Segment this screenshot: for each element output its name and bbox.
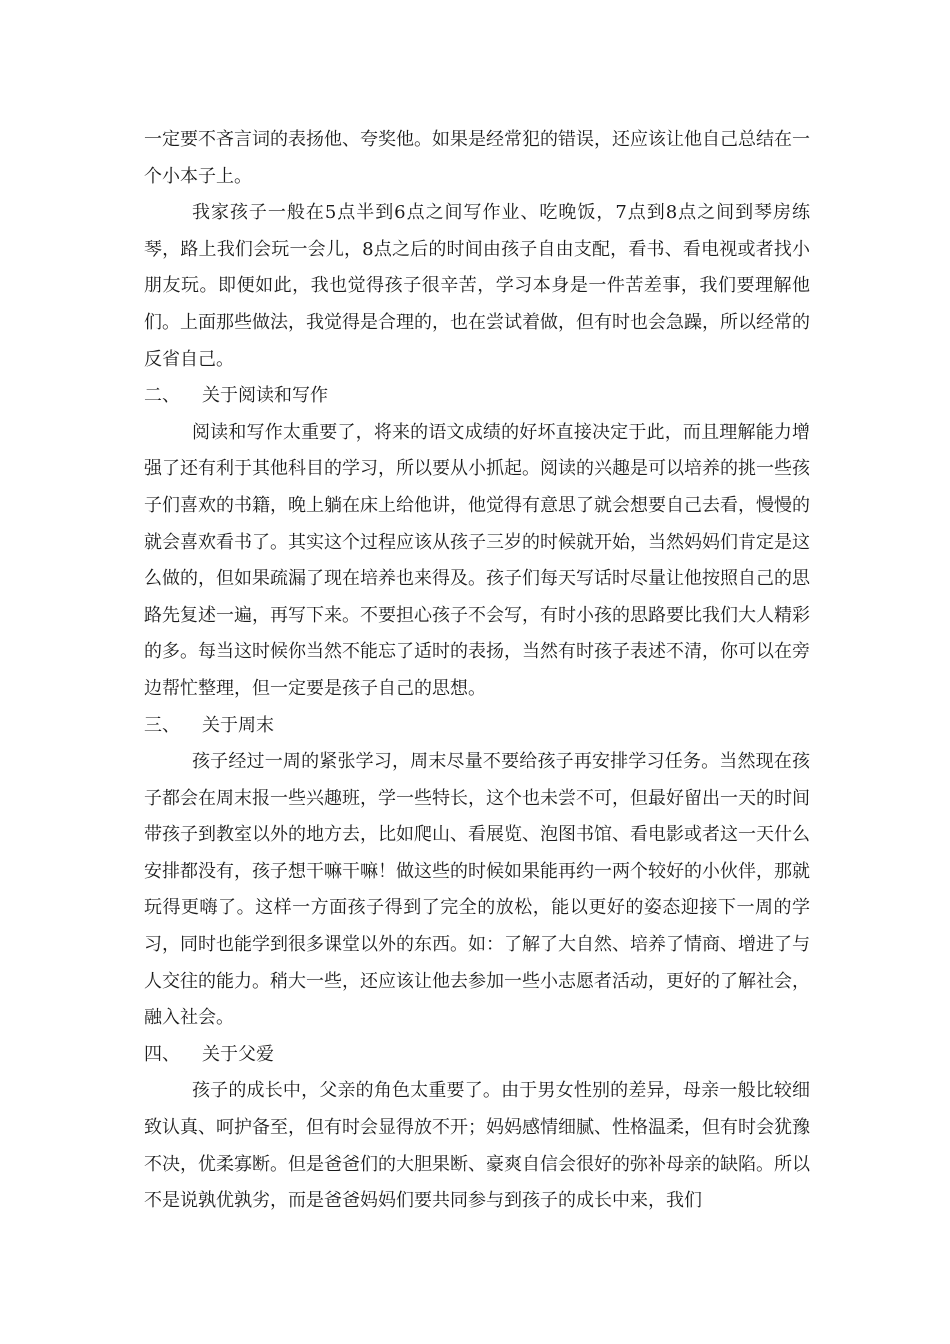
section-number: 三、 bbox=[144, 714, 180, 736]
paragraph-weekend: 孩子经过一周的紧张学习，周末尽量不要给孩子再安排学习任务。当然现在孩子都会在周末报一些兴趣班，学一些特长，这个也未尝不可，但最好留出一天的时间带孩子到教室以外的地方去，比如爬山、看展览、泡图书馆、看电影或者这一天什么安排都没有，孩子想干嘛干嘛！做这些的时候如果能再约一两个较好的小伙伴，那就玩得更嗨了。这样一方面孩子得到了完全的放松，能以更好的姿态迎接下一周的学习，同时也能学到很多课堂以外的东西。如：了解了大自然、培养了情商、增进了与人交往的能力。稍大一些，还应该让他去参加一些小志愿者活动，更好的了解社会，融入社会。 bbox=[144, 751, 810, 1029]
paragraph-daily-schedule: 我家孩子一般在5点半到6点之间写作业、吃晚饭，7点到8点之间到琴房练琴，路上我们会玩一会儿，8点之后的时间由孩子自由支配，看书、看电视或者找小朋友玩。即便如此，我也觉得孩子很辛苦，学习本身是一件苦差事，我们要理解他们。上面那些做法，我觉得是合理的，也在尝试着做，但有时也会急躁，所以经常的反省自己。 bbox=[144, 202, 810, 370]
paragraph-praise-continuation: 一定要不吝言词的表扬他、夸奖他。如果是经常犯的错误，还应该让他自己总结在一个小本子上。 bbox=[144, 129, 810, 187]
paragraph-reading-writing: 阅读和写作太重要了，将来的语文成绩的好坏直接决定于此，而且理解能力增强了还有利于其他科目的学习，所以要从小抓起。阅读的兴趣是可以培养的挑一些孩子们喜欢的书籍，晚上躺在床上给他讲，他觉得有意思了就会想要自己去看，慢慢的就会喜欢看书了。其实这个过程应该从孩子三岁的时候就开始，当然妈妈们肯定是这么做的，但如果疏漏了现在培养也来得及。孩子们每天写话时尽量让他按照自己的思路先复述一遍，再写下来。不要担心孩子不会写，有时小孩的思路要比我们大人精彩的多。每当这时候你当然不能忘了适时的表扬，当然有时孩子表述不清，你可以在旁边帮忙整理，但一定要是孩子自己的思想。 bbox=[144, 421, 810, 699]
document-body bbox=[144, 122, 810, 1220]
section-title: 关于父爱 bbox=[202, 1043, 274, 1065]
section-title: 关于周末 bbox=[202, 714, 274, 736]
section-number: 四、 bbox=[144, 1043, 180, 1065]
section-heading-weekend bbox=[144, 708, 810, 745]
section-heading-reading-writing bbox=[144, 378, 810, 415]
paragraph-fatherly-love: 孩子的成长中，父亲的角色太重要了。由于男女性别的差异，母亲一般比较细致认真、呵护备至，但有时会显得放不开；妈妈感情细腻、性格温柔，但有时会犹豫不决，优柔寡断。但是爸爸们的大胆果断、豪爽自信会很好的弥补母亲的缺陷。所以不是说孰优孰劣，而是爸爸妈妈们要共同参与到孩子的成长中来，我们 bbox=[144, 1080, 810, 1212]
section-heading-fatherly-love bbox=[144, 1037, 810, 1074]
section-number: 二、 bbox=[144, 385, 180, 407]
section-title: 关于阅读和写作 bbox=[202, 385, 328, 407]
